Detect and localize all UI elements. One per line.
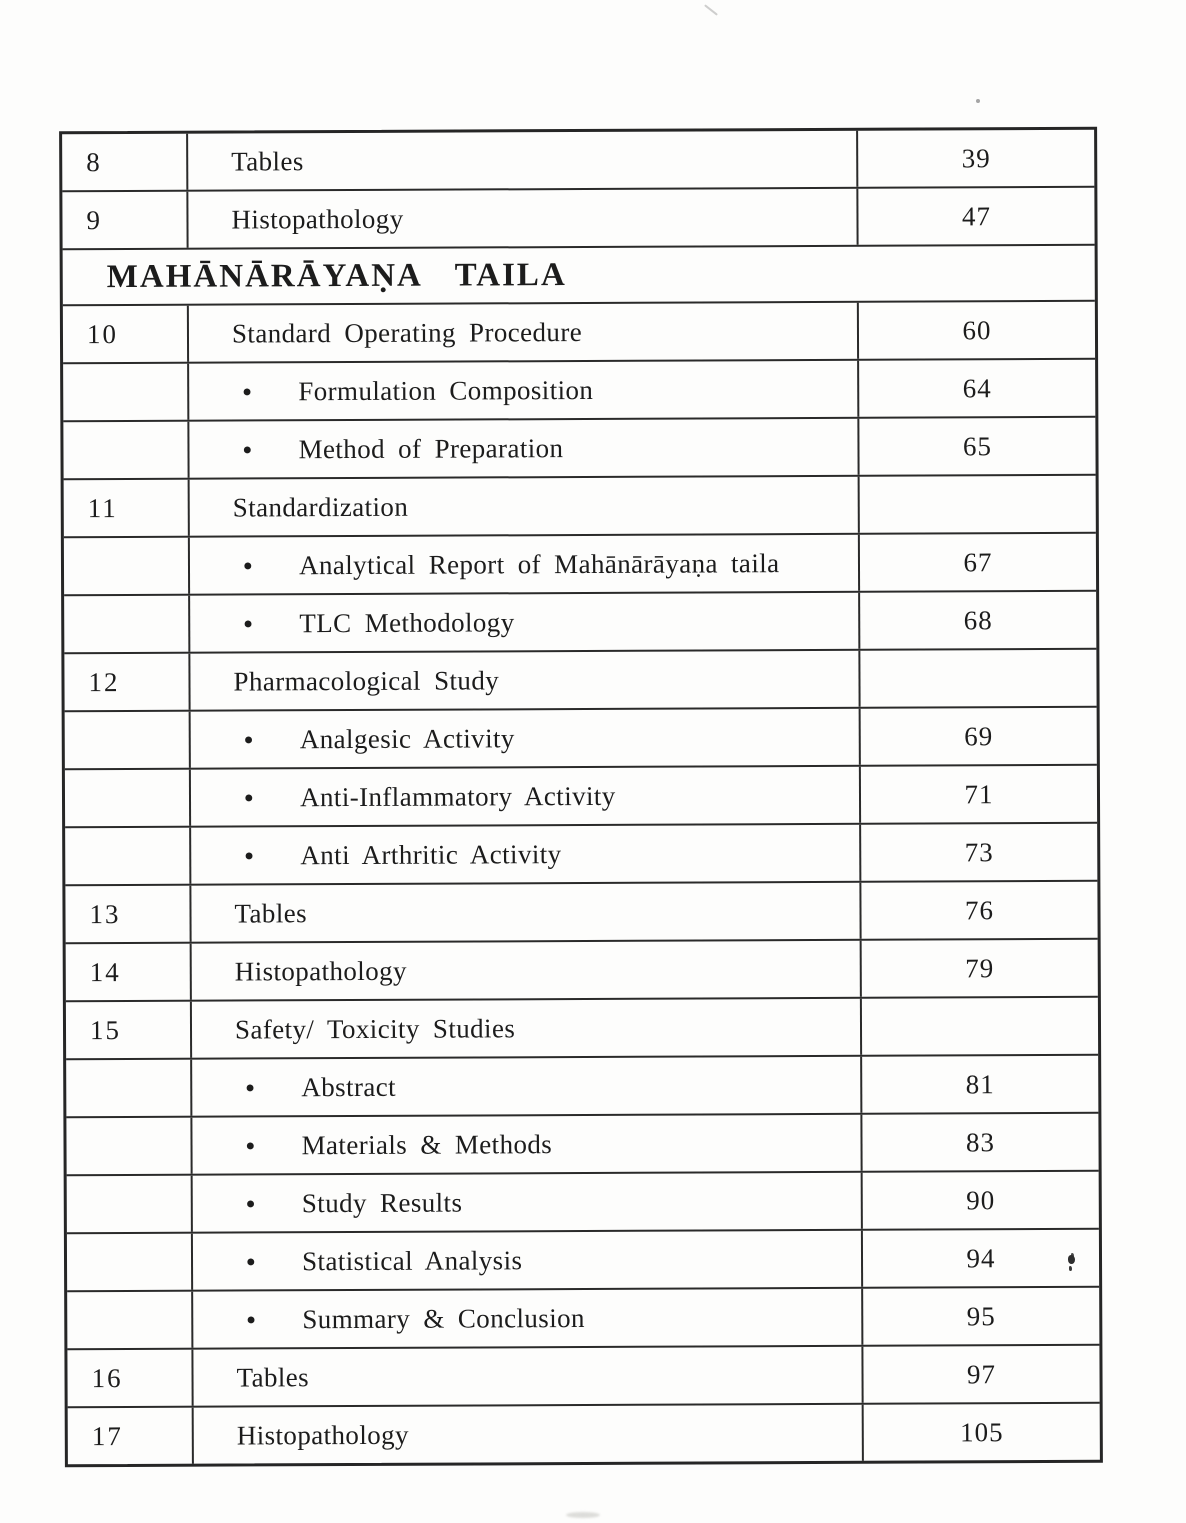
page-number-cell xyxy=(862,1404,1100,1461)
bullet-icon: ● xyxy=(242,383,253,401)
bullet-icon: ● xyxy=(242,557,254,575)
bullet-icon: ● xyxy=(246,1311,257,1329)
toc-entry-title: Tables xyxy=(236,1361,310,1393)
title-cell xyxy=(193,1347,861,1406)
bullet-icon: ● xyxy=(243,789,255,807)
section-title-cell xyxy=(63,246,1095,305)
toc-entry-title: Formulation Composition xyxy=(298,374,594,406)
toc-entry-title: Tables xyxy=(234,897,308,929)
toc-row xyxy=(66,938,1098,1001)
toc-entry-title: Safety/ Toxicity Studies xyxy=(234,1012,516,1045)
page-number: 39 xyxy=(961,142,991,173)
chapter-number-cell xyxy=(67,1350,193,1407)
title-cell xyxy=(188,131,856,190)
title-cell xyxy=(193,1289,861,1348)
title-cell xyxy=(192,999,860,1058)
page-number-cell xyxy=(860,998,1098,1055)
page-number: 65 xyxy=(962,430,993,461)
toc-row xyxy=(65,880,1097,943)
title-cell xyxy=(190,593,858,652)
page-number-cell xyxy=(860,1056,1098,1113)
scan-artifact xyxy=(704,4,718,15)
toc-entry-title: Histopathology xyxy=(231,203,404,235)
toc-entry-title: Materials & Methods xyxy=(301,1128,553,1160)
chapter-number-cell xyxy=(66,1060,192,1117)
page-number-cell xyxy=(860,1114,1098,1171)
toc-entry-title: Statistical Analysis xyxy=(302,1244,523,1276)
page-number-cell xyxy=(858,650,1096,707)
chapter-number: 9 xyxy=(86,204,103,235)
page-number-cell xyxy=(857,360,1095,417)
title-cell xyxy=(191,825,859,884)
page-number-cell xyxy=(859,708,1097,765)
toc-entry-title: Anti Arthritic Activity xyxy=(300,838,562,870)
page-number: 76 xyxy=(964,894,995,925)
page-number: 60 xyxy=(962,314,992,345)
title-cell xyxy=(189,303,857,362)
chapter-number-cell xyxy=(63,306,189,363)
toc-row xyxy=(67,1344,1099,1407)
page-number: 95 xyxy=(966,1300,996,1331)
title-cell xyxy=(193,1173,861,1232)
chapter-number-cell xyxy=(64,654,190,711)
toc-entry-title: TLC Methodology xyxy=(299,606,515,638)
toc-row xyxy=(68,1402,1100,1465)
toc-entry-title: Histopathology xyxy=(236,1419,409,1451)
page-number-cell xyxy=(861,1346,1099,1403)
bullet-icon: ● xyxy=(242,441,253,459)
section-header-row xyxy=(63,244,1095,305)
toc-entry-title: Histopathology xyxy=(234,955,407,987)
page-number-cell xyxy=(857,418,1095,475)
title-cell xyxy=(189,361,857,420)
page-number-cell xyxy=(857,302,1095,359)
chapter-number-cell xyxy=(64,480,190,537)
page-number-cell xyxy=(859,766,1097,823)
chapter-number-cell xyxy=(63,422,189,479)
chapter-number-cell xyxy=(67,1176,193,1233)
title-cell xyxy=(190,651,858,710)
chapter-number-cell xyxy=(65,712,191,769)
toc-row xyxy=(65,822,1097,885)
toc-row xyxy=(65,764,1097,827)
bullet-icon: ● xyxy=(243,615,254,633)
title-cell xyxy=(189,419,857,478)
page-number: 73 xyxy=(964,836,994,867)
page-number-cell xyxy=(861,1230,1099,1287)
toc-entry-title: Summary & Conclusion xyxy=(302,1302,585,1334)
page-number: 94 xyxy=(966,1242,996,1273)
toc-row xyxy=(63,300,1095,363)
page-number-cell xyxy=(858,476,1096,533)
bullet-icon: ● xyxy=(243,731,254,749)
chapter-number-cell xyxy=(66,944,192,1001)
page-number-cell xyxy=(856,188,1094,245)
chapter-number: 16 xyxy=(91,1362,123,1393)
scan-artifact xyxy=(976,99,980,103)
page-number: 97 xyxy=(966,1358,997,1389)
chapter-number-cell xyxy=(65,828,191,885)
page-number: 79 xyxy=(965,952,995,983)
page-number: 81 xyxy=(965,1068,995,1099)
title-cell xyxy=(194,1405,862,1464)
page-number-cell xyxy=(858,592,1096,649)
page-number: 67 xyxy=(963,546,993,577)
chapter-number: 8 xyxy=(86,146,102,177)
chapter-number: 12 xyxy=(88,666,120,697)
chapter-number-cell xyxy=(63,364,189,421)
chapter-number-cell xyxy=(65,886,191,943)
chapter-number-cell xyxy=(66,1118,192,1175)
toc-row xyxy=(64,648,1096,711)
chapter-number-cell xyxy=(66,1002,192,1059)
toc-entry-title: Standardization xyxy=(232,491,409,523)
page-number: 105 xyxy=(959,1416,1004,1447)
chapter-number-cell xyxy=(64,596,190,653)
table-of-contents xyxy=(59,127,1103,1468)
toc-row xyxy=(65,706,1097,769)
page-number-cell xyxy=(856,130,1094,187)
page-number: 64 xyxy=(962,372,992,403)
bullet-icon: ● xyxy=(245,1195,256,1213)
toc-row xyxy=(66,1112,1098,1175)
chapter-number: 13 xyxy=(89,898,121,929)
chapter-number: 10 xyxy=(86,318,119,349)
chapter-number: 14 xyxy=(89,956,121,987)
chapter-number: 15 xyxy=(89,1014,122,1045)
chapter-number-cell xyxy=(62,192,188,249)
bullet-icon: ● xyxy=(245,1253,257,1271)
toc-entry-title: Abstract xyxy=(301,1071,397,1102)
title-cell xyxy=(191,709,859,768)
chapter-number-cell xyxy=(65,770,191,827)
page-number-cell xyxy=(859,824,1097,881)
toc-row xyxy=(67,1170,1099,1233)
toc-entry-title: Standard Operating Procedure xyxy=(231,316,583,349)
title-cell xyxy=(192,1115,860,1174)
chapter-number-cell xyxy=(68,1408,194,1465)
chapter-number-cell xyxy=(67,1234,193,1291)
toc-entry-title: Tables xyxy=(231,145,304,177)
toc-row xyxy=(63,358,1095,421)
toc-entry-title: Analytical Report of Mahānārāyaṇa taila xyxy=(298,547,780,580)
page-number: 90 xyxy=(966,1184,996,1215)
page-number-cell xyxy=(861,1288,1099,1345)
chapter-number-cell xyxy=(67,1292,193,1349)
title-cell xyxy=(190,477,858,536)
title-cell xyxy=(193,1231,861,1290)
title-cell xyxy=(192,1057,860,1116)
chapter-number-cell xyxy=(62,134,188,191)
toc-entry-title: Study Results xyxy=(301,1187,463,1218)
scan-artifact xyxy=(566,1512,600,1518)
title-cell xyxy=(191,767,859,826)
page-number: 47 xyxy=(961,200,992,231)
page-number-cell xyxy=(858,534,1096,591)
page-number: 83 xyxy=(965,1126,996,1157)
title-cell xyxy=(191,883,859,942)
toc-entry-title: Analgesic Activity xyxy=(299,722,515,754)
bullet-icon: ● xyxy=(244,847,255,865)
title-cell xyxy=(192,941,860,1000)
toc-row xyxy=(67,1286,1099,1349)
toc-entry-title: Method of Preparation xyxy=(298,432,564,464)
chapter-number: 17 xyxy=(91,1420,123,1451)
toc-row xyxy=(64,474,1096,537)
page-number-cell xyxy=(861,1172,1099,1229)
page-number: 69 xyxy=(964,720,994,751)
chapter-number: 11 xyxy=(87,492,118,523)
page-number-cell xyxy=(860,940,1098,997)
page-number: 71 xyxy=(964,778,994,809)
toc-row xyxy=(64,590,1096,653)
bullet-icon: ● xyxy=(245,1079,256,1097)
chapter-number-cell xyxy=(64,538,190,595)
page-number-cell xyxy=(859,882,1097,939)
toc-row xyxy=(63,416,1095,479)
toc-row xyxy=(66,996,1098,1059)
toc-row xyxy=(67,1228,1099,1291)
toc-entry-title: Anti-Inflammatory Activity xyxy=(300,780,616,812)
toc-row xyxy=(64,532,1096,595)
title-cell xyxy=(188,189,856,248)
toc-row xyxy=(62,186,1094,249)
section-title: MAHĀNĀRĀYAṆA TAILA xyxy=(106,256,567,295)
page-number: 68 xyxy=(963,604,993,635)
toc-entry-title: Pharmacological Study xyxy=(233,664,500,697)
toc-row xyxy=(62,130,1094,191)
toc-row xyxy=(66,1054,1098,1117)
title-cell xyxy=(190,535,858,594)
bullet-icon: ● xyxy=(245,1137,256,1155)
